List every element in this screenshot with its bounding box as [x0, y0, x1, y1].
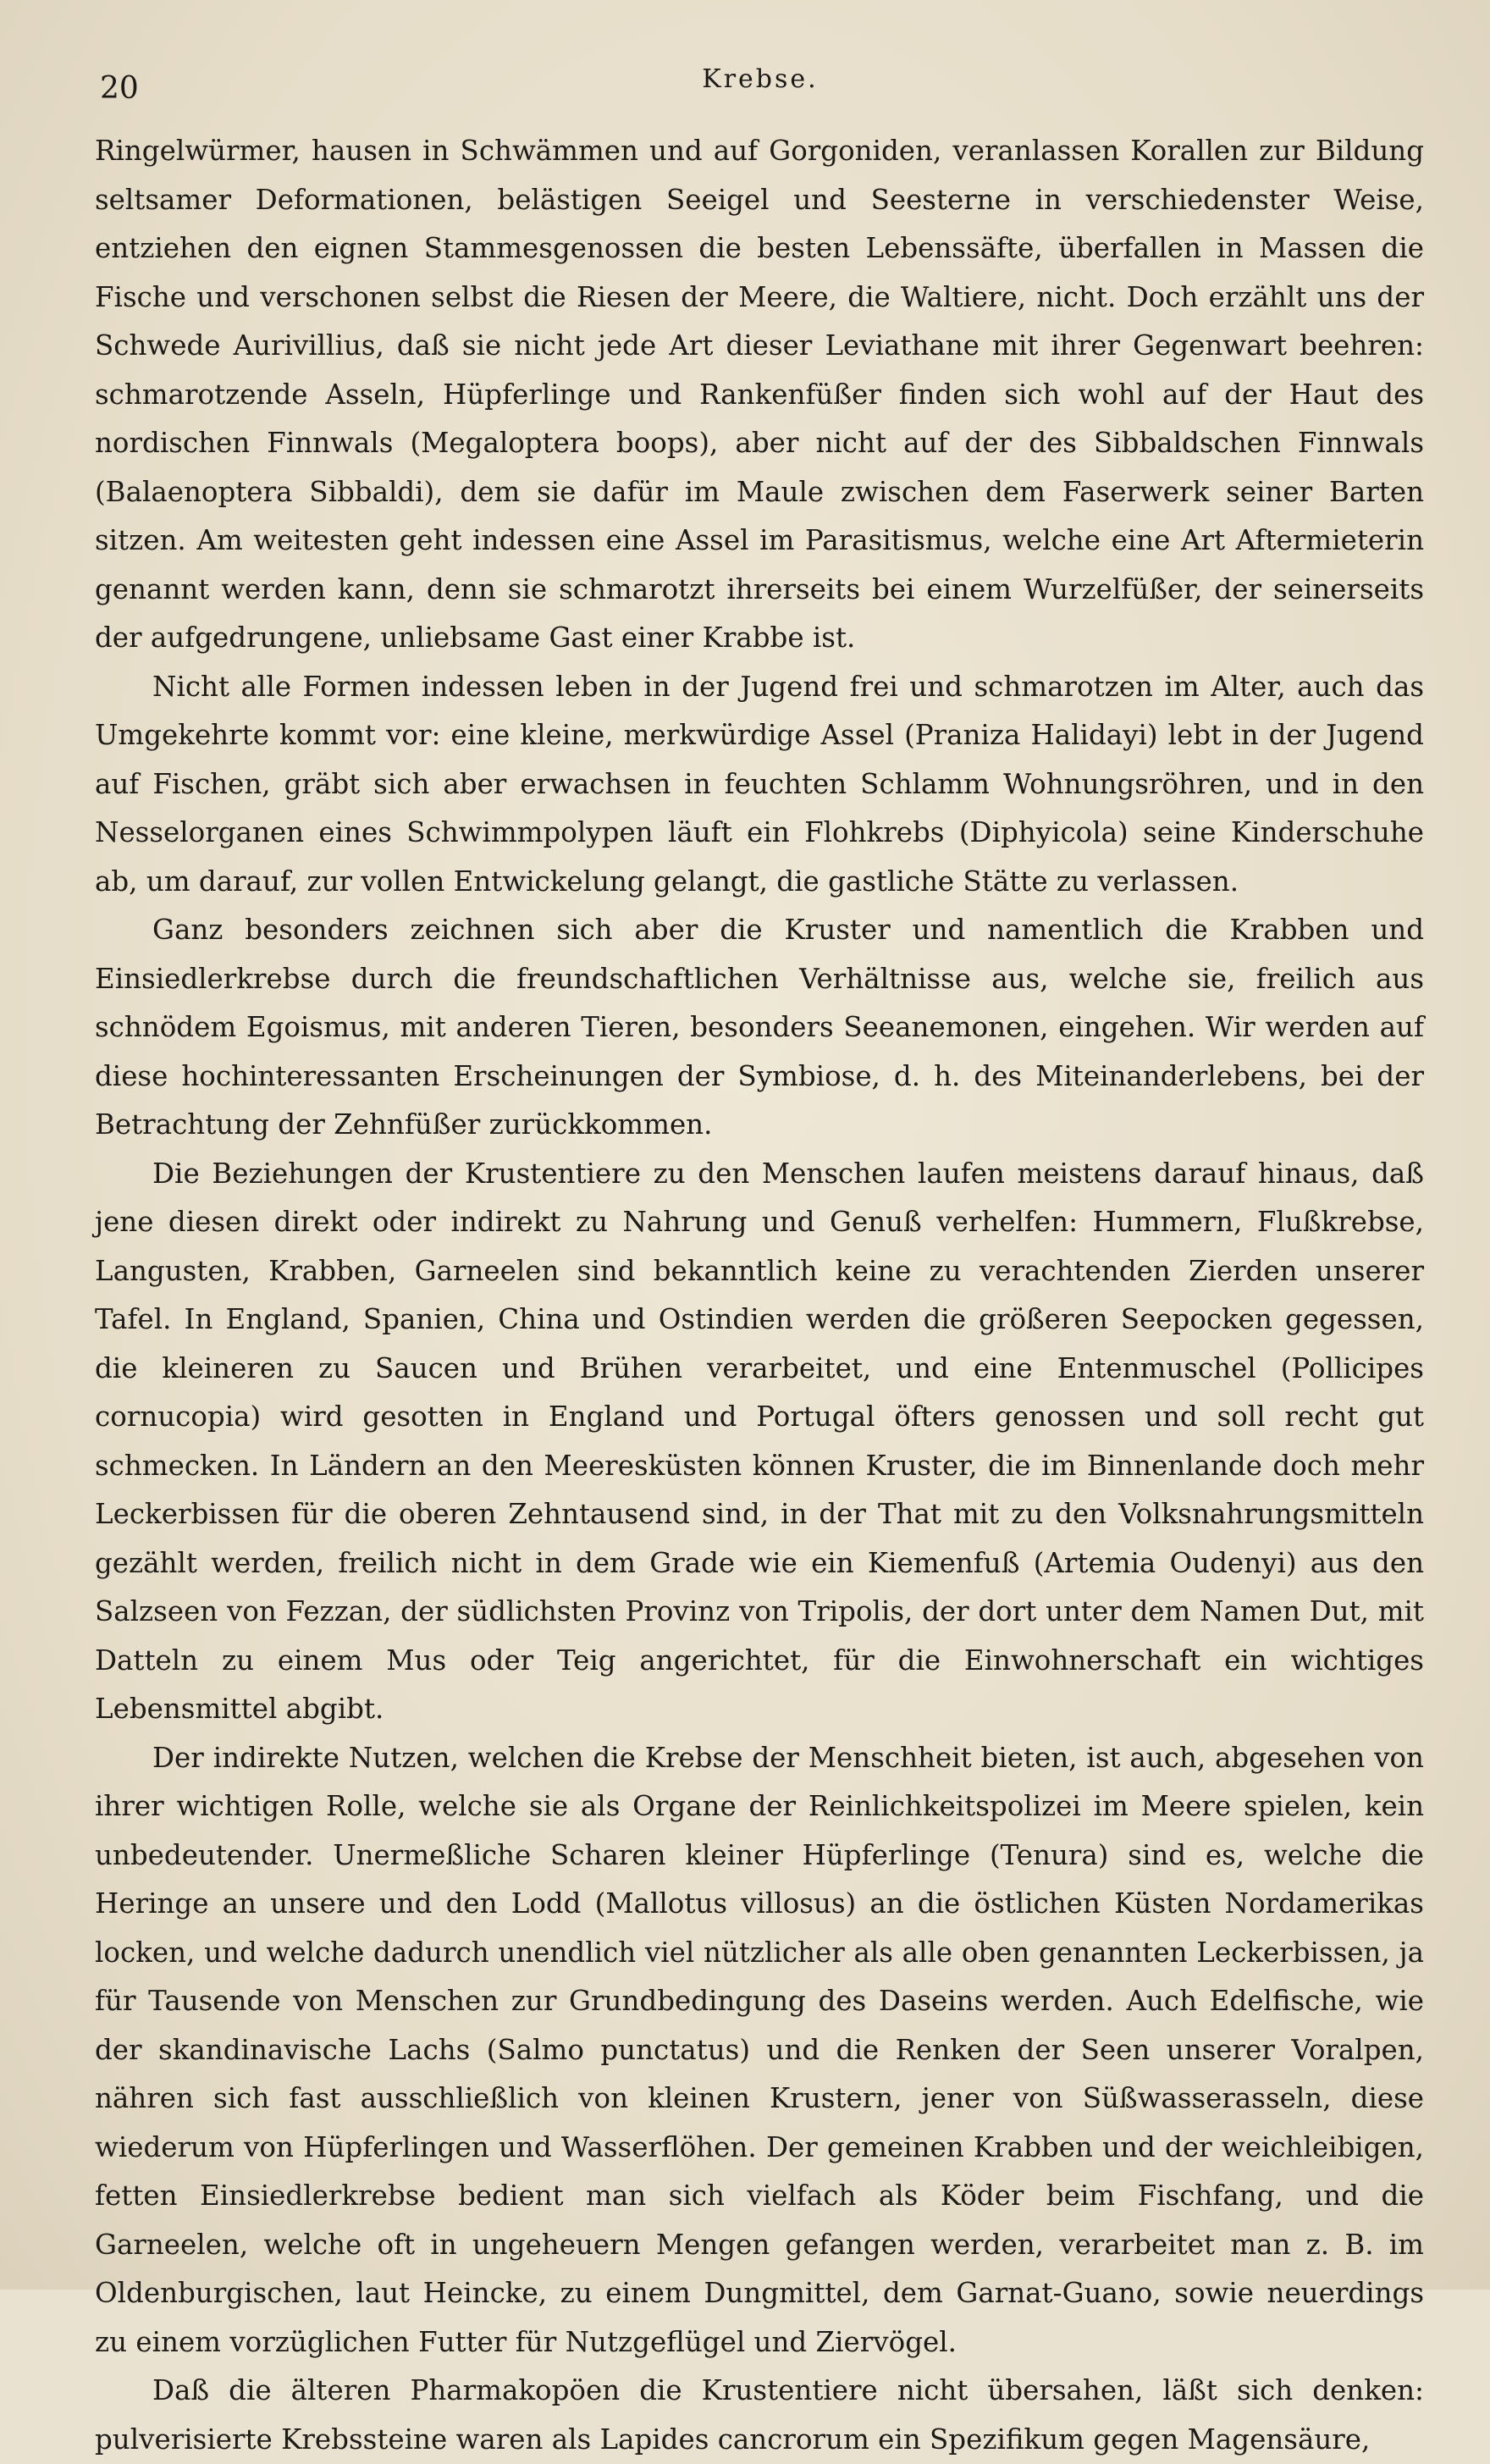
page-header	[100, 59, 1421, 119]
body-text	[95, 127, 1424, 2464]
paragraph-continued: Ringelwürmer, hausen in Schwämmen und auf Gorgoniden, veranlassen Korallen zur Bildung seltsamer Deformationen, belästigen Seeigel und Seesterne in verschiedenster Weise, entziehen den eignen Stammesgenossen die besten Lebenssäfte, überfallen in Massen die Fische und verschonen selbst die Riesen der Meere, die Waltiere, nicht. Doch erzählt uns der Schwede Aurivillius, daß sie nicht jede Art dieser Leviathane mit ihrer Gegenwart beehren: schmarotzende Asseln, Hüpferlinge und Rankenfüßer finden sich wohl auf der Haut des nordischen Finnwals (Megaloptera boops), aber nicht auf der des Sibbaldschen Finnwals (Balaenoptera Sibbaldi), dem sie dafür im Maule zwischen dem Faserwerk seiner Barten sitzen. Am weitesten geht indessen eine Assel im Parasitismus, welche eine Art Aftermieterin genannt werden kann, denn sie schmarotzt ihrerseits bei einem Wurzelfüßer, der seinerseits der aufgedrungene, unliebsame Gast einer Krabbe ist.	[95, 135, 1424, 654]
paragraph: Der indirekte Nutzen, welchen die Krebse der Menschheit bieten, ist auch, abgesehen von ihrer wichtigen Rolle, welche sie als Organe der Reinlichkeitspolizei im Meere spielen, kein unbedeutender. Unermeßliche Scharen kleiner Hüpferlinge (Tenura) sind es, welche die Heringe an unsere und den Lodd (Mallotus villosus) an die östlichen Küsten Nordamerikas locken, und welche dadurch unendlich viel nützlicher als alle oben genannten Leckerbissen, ja für Tausende von Menschen zur Grundbedingung des Daseins werden. Auch Edelfische, wie der skandinavische Lachs (Salmo punctatus) und die Renken der Seen unserer Voralpen, nähren sich fast ausschließlich von kleinen Krustern, jener von Süßwasserasseln, diese wiederum von Hüpferlingen und Wasserflöhen. Der gemeinen Krabben und der weichleibigen, fetten Einsiedlerkrebse bedient man sich vielfach als Köder beim Fischfang, und die Garneelen, welche oft in ungeheuern Mengen gefangen werden, verarbeitet man z. B. im Oldenburgischen, laut Heincke, zu einem Dungmittel, dem Garnat-Guano, sowie neuerdings zu einem vorzüglichen Futter für Nutzgeflügel und Ziervögel.	[95, 1741, 1424, 2358]
paragraph: Ganz besonders zeichnen sich aber die Kruster und namentlich die Krabben und Einsiedlerkrebse durch die freundschaftlichen Verhältnisse aus, welche sie, freilich aus schnödem Egoismus, mit anderen Tieren, besonders Seeanemonen, eingehen. Wir werden auf diese hochinteressanten Erscheinungen der Symbiose, d. h. des Miteinanderlebens, bei der Betrachtung der Zehnfüßer zurückkommen.	[95, 914, 1424, 1141]
page-number: 20	[100, 71, 139, 106]
paragraph: Nicht alle Formen indessen leben in der Jugend frei und schmarotzen im Alter, auch das Umgekehrte kommt vor: eine kleine, merkwürdige Assel (Praniza Halidayi) lebt in der Jugend auf Fischen, gräbt sich aber erwachsen in feuchten Schlamm Wohnungsröhren, und in den Nesselorganen eines Schwimmpolypen läuft ein Flohkrebs (Diphyicola) seine Kinderschuhe ab, um darauf, zur vollen Entwickelung gelangt, die gastliche Stätte zu verlassen.	[95, 670, 1424, 898]
paragraph: Die Beziehungen der Krustentiere zu den Menschen laufen meistens darauf hinaus, daß jene diesen direkt oder indirekt zu Nahrung und Genuß verhelfen: Hummern, Flußkrebse, Langusten, Krabben, Garneelen sind bekanntlich keine zu verachtenden Zierden unserer Tafel. In England, Spanien, China und Ostindien werden die größeren Seepocken gegessen, die kleineren zu Saucen und Brühen verarbeitet, und eine Entenmuschel (Pollicipes cornucopia) wird gesotten in England und Portugal öfters genossen und soll recht gut schmecken. In Ländern an den Meeresküsten können Kruster, die im Binnenlande doch mehr Leckerbissen für die oberen Zehntausend sind, in der That mit zu den Volksnahrungsmitteln gezählt werden, freilich nicht in dem Grade wie ein Kiemenfuß (Artemia Oudenyi) aus den Salzseen von Fezzan, der südlichsten Provinz von Tripolis, der dort unter dem Namen Dut, mit Datteln zu einem Mus oder Teig angerichtet, für die Einwohnerschaft ein wichtiges Lebensmittel abgibt.	[95, 1157, 1424, 1725]
running-head: Krebse.	[702, 64, 819, 94]
paragraph: Daß die älteren Pharmakopöen die Krustentiere nicht übersahen, läßt sich denken: pulverisierte Krebssteine waren als Lapides cancrorum ein Spezifikum gegen Magensäure,	[95, 2374, 1424, 2456]
